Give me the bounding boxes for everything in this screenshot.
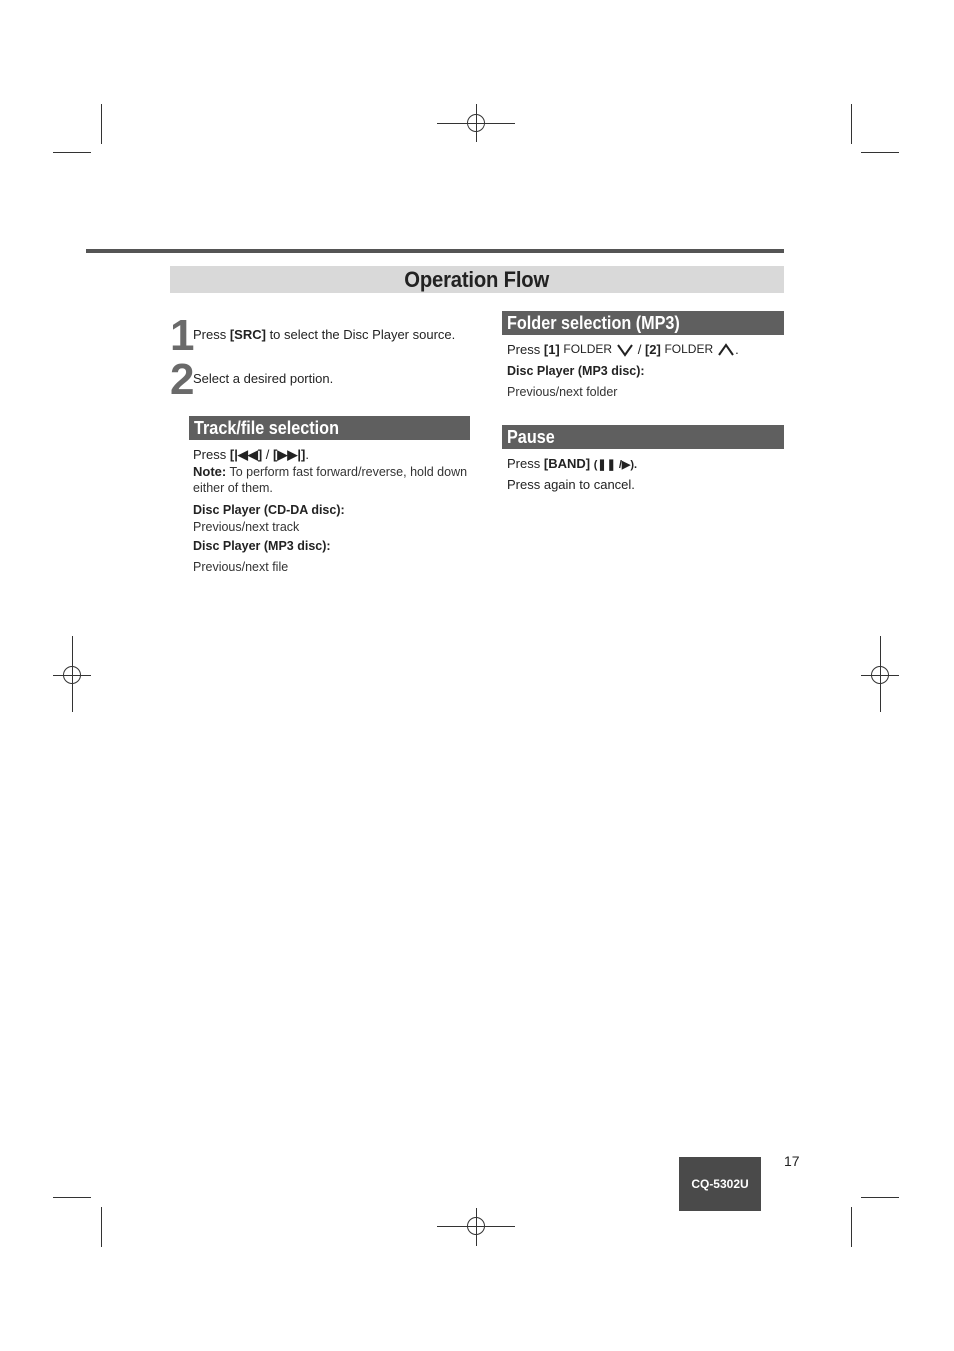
track-note: Note: To perform fast forward/reverse, hold down either of them. bbox=[193, 464, 468, 495]
crop-mark bbox=[53, 152, 91, 153]
pause-heading: Pause bbox=[502, 425, 784, 449]
step-number-1: 1 bbox=[170, 311, 195, 360]
crop-mark bbox=[53, 1197, 91, 1198]
crop-mark bbox=[861, 1197, 899, 1198]
crop-mark bbox=[101, 1207, 102, 1247]
mp3-file-description: Previous/next file bbox=[193, 560, 289, 574]
registration-mark-icon bbox=[871, 666, 889, 684]
src-key: [SRC] bbox=[229, 327, 266, 342]
mp3-file-label: Disc Player (MP3 disc): bbox=[193, 539, 331, 553]
prev-track-key: [|◀◀] bbox=[229, 447, 263, 462]
model-badge bbox=[679, 1157, 761, 1211]
crop-mark bbox=[851, 104, 852, 144]
band-key: [BAND] bbox=[543, 456, 591, 471]
mp3-folder-label: Disc Player (MP3 disc): bbox=[507, 364, 645, 378]
track-selection-heading: Track/file selection bbox=[189, 416, 470, 440]
crop-mark bbox=[101, 104, 102, 144]
pause-cancel-text: Press again to cancel. bbox=[507, 477, 635, 492]
folder-selection-heading: Folder selection (MP3) bbox=[502, 311, 784, 335]
chevron-up-icon bbox=[717, 343, 735, 357]
folder-up-key: [2] bbox=[644, 342, 661, 357]
model-number: CQ-5302U bbox=[691, 1177, 749, 1191]
mp3-folder-description: Previous/next folder bbox=[507, 385, 618, 399]
pause-play-icon: (❚❚ /▶). bbox=[593, 459, 638, 471]
registration-mark-icon bbox=[467, 114, 485, 132]
note-label: Note: bbox=[193, 464, 227, 479]
chevron-down-icon bbox=[616, 343, 634, 357]
pause-press-line: Press [BAND] (❚❚ /▶). bbox=[507, 456, 638, 471]
top-rule bbox=[86, 249, 784, 253]
folder-down-key: [1] bbox=[543, 342, 560, 357]
registration-mark-icon bbox=[467, 1217, 485, 1235]
crop-mark bbox=[851, 1207, 852, 1247]
step-number-2: 2 bbox=[170, 355, 195, 404]
cdda-description: Previous/next track bbox=[193, 520, 300, 534]
page-title: Operation Flow bbox=[404, 266, 550, 292]
crop-mark bbox=[861, 152, 899, 153]
track-press-line: Press [|◀◀] / [▶▶|]. bbox=[193, 447, 309, 462]
step-2-text: Select a desired portion. bbox=[193, 371, 334, 386]
title-bar bbox=[170, 266, 784, 293]
next-track-key: [▶▶|] bbox=[273, 447, 306, 462]
folder-press-line: Press [1] FOLDER / [2] FOLDER . bbox=[507, 342, 739, 357]
page-number: 17 bbox=[784, 1153, 800, 1169]
step-1-text: Press [SRC] to select the Disc Player source. bbox=[193, 327, 456, 342]
cdda-label: Disc Player (CD-DA disc): bbox=[193, 503, 345, 517]
registration-mark-icon bbox=[63, 666, 81, 684]
